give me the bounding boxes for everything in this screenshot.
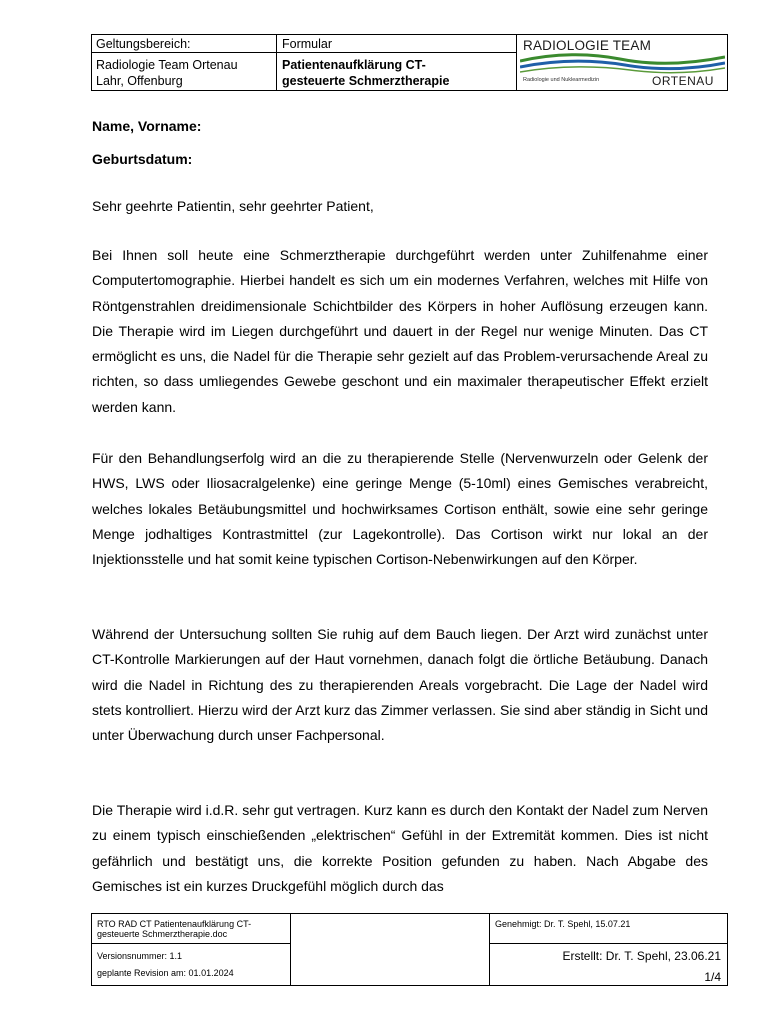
form-title-line: gesteuerte Schmerztherapie <box>282 74 450 88</box>
document-footer-table <box>91 913 728 986</box>
form-title <box>282 57 512 89</box>
scope-label: Geltungsbereich: <box>96 37 191 51</box>
footer-divider <box>489 914 490 985</box>
body-paragraph: Die Therapie wird i.d.R. sehr gut vertragen. Kurz kann es durch den Kontakt der Nadel zum Nerven zu einem typisch einschießenden „elektrischen“ Gefühl in der Extremität kommen. Dies ist nicht gefährlich und bestätigt uns, die korrekte Position gefunden zu haben. Nach Abgabe des Gemisches ist ein kurzes Druckgefühl möglich durch das <box>92 802 708 894</box>
form-type-label: Formular <box>282 37 333 51</box>
scope-value-line: Lahr, Offenburg <box>96 74 183 88</box>
body-paragraph: Während der Untersuchung sollten Sie ruhig auf dem Bauch liegen. Der Arzt wird zunächst unter CT-Kontrolle Markierungen auf der Haut vornehmen, danach folgt die örtliche Betäubung. Danach wird die Nadel in Richtung des zu therapierenden Areals vorgebracht. Die Lage der Nadel wird stets kontrolliert. Hierzu wird der Arzt kurz das Zimmer verlassen. Sie sind aber ständig in Sicht und unter Überwachung durch unser Fachpersonal. <box>92 626 708 744</box>
wave-logo-icon <box>520 52 725 76</box>
header-divider <box>92 52 516 53</box>
name-field-label: Name, Vorname: <box>92 118 202 134</box>
document-header-table <box>91 34 728 91</box>
document-filename-line: RTO RAD CT Patientenaufklärung CT- <box>97 919 252 929</box>
radiologie-team-logo <box>520 37 725 89</box>
logo-subtitle: Radiologie und Nuklearmedizin <box>523 77 600 83</box>
footer-divider <box>290 914 291 985</box>
document-filename-line: gesteuerte Schmerztherapie.doc <box>97 929 228 939</box>
dob-field-label: Geburtsdatum: <box>92 151 193 167</box>
created-by: Erstellt: Dr. T. Spehl, 23.06.21 <box>562 949 721 963</box>
document-filename <box>97 919 251 939</box>
version-number: Versionsnummer: 1.1 <box>97 951 183 961</box>
form-title-line: Patientenaufklärung CT- <box>282 58 426 72</box>
salutation: Sehr geehrte Patientin, sehr geehrter Patient, <box>92 198 374 214</box>
logo-region: ORTENAU <box>652 74 714 88</box>
body-paragraph: Bei Ihnen soll heute eine Schmerztherapie durchgeführt werden unter Zuhilfenahme einer Computertomographie. Hierbei handelt es sich um ein modernes Verfahren, welches mit Hilfe von Röntgenstrahlen dreidimensionale Schichtbilder des Körpers in hoher Auflösung erzeugen kann. Die Therapie wird im Liegen durchgeführt und dauert in der Regel nur wenige Minuten. Das CT ermöglicht es uns, die Nadel für die Therapie sehr gezielt auf das Problem-verursachende Areal zu richten, so dass umliegendes Gewebe geschont und ein maximaler therapeutischer Effekt erzielt werden kann. <box>92 247 708 415</box>
body-paragraph: Für den Behandlungserfolg wird an die zu therapierende Stelle (Nervenwurzeln oder Gelenk der HWS, LWS oder Iliosacralgelenke) eine geringe Menge (5-10ml) eines Gemisches verabreicht, welches lokales Betäubungsmittel und hochwirksames Cortison enthält, sowie eine sehr geringe Menge jodhaltiges Kontrastmittel (zur Lagekontrolle). Das Cortison wirkt nur lokal an der Injektionsstelle und hat somit keine typischen Cortison-Nebenwirkungen auf den Körper. <box>92 450 708 568</box>
scope-value-line: Radiologie Team Ortenau <box>96 58 238 72</box>
logo-title: RADIOLOGIE TEAM <box>523 38 652 53</box>
planned-revision: geplante Revision am: 01.01.2024 <box>97 968 234 978</box>
footer-divider <box>489 943 727 944</box>
header-divider <box>276 35 277 90</box>
scope-value <box>96 57 238 89</box>
header-divider <box>516 35 517 90</box>
approved-by: Genehmigt: Dr. T. Spehl, 15.07.21 <box>495 919 631 929</box>
page-number: 1/4 <box>704 970 721 984</box>
footer-divider <box>92 943 290 944</box>
